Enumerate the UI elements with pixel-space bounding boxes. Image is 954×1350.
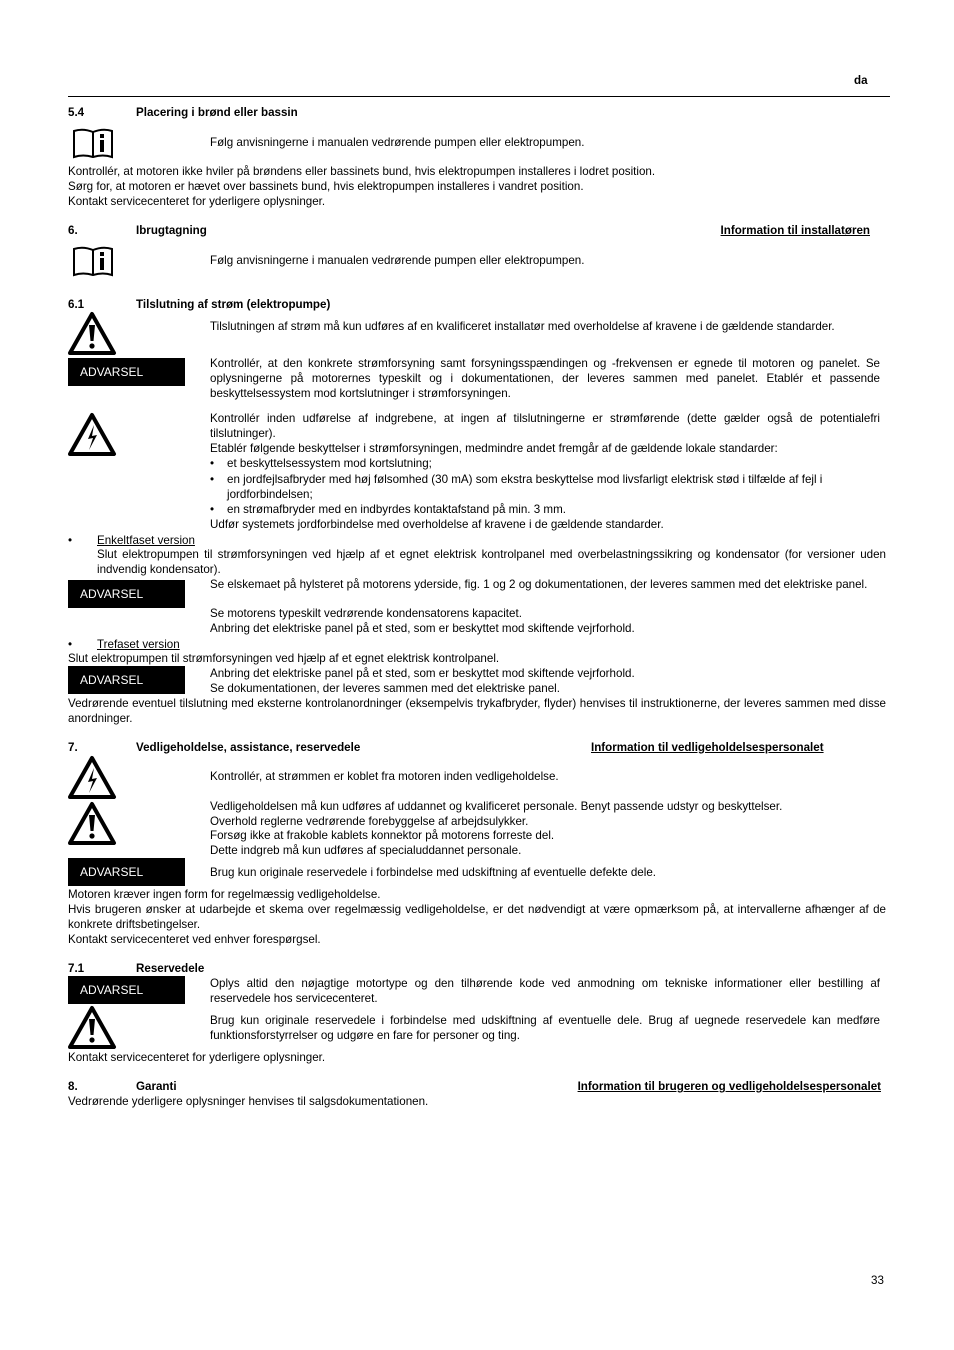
warning-label: ADVARSEL [68, 666, 185, 694]
general-warning-icon [67, 1005, 117, 1050]
bullet-dot: • [210, 503, 215, 516]
section-7-title: Vedligeholdelse, assistance, reservedele [136, 741, 361, 754]
bullet-dot: • [210, 457, 215, 470]
section-5-4-line-3: Kontakt servicecenteret for yderligere oplysninger. [68, 195, 326, 208]
electric-hazard-icon [67, 412, 117, 457]
section-6-1-title: Tilslutning af strøm (elektropumpe) [136, 298, 331, 311]
section-6-1-p4: Etablér følgende beskyttelser i strømforsyningen, medmindre andet fremgår af de gældende lokale standarder: [210, 442, 778, 455]
section-8-p1: Vedrørende yderligere oplysninger henvises til salgsdokumentationen. [68, 1095, 429, 1108]
section-7-p9: Kontakt servicecenteret ved enhver forespørgsel. [68, 933, 321, 946]
section-6-audience: Information til installatøren [720, 224, 870, 237]
section-8-number: 8. [68, 1080, 78, 1093]
section-8-audience: Information til brugeren og vedligeholdelsespersonalet [577, 1080, 881, 1093]
section-7-1-number: 7.1 [68, 962, 85, 975]
bullet-dot: • [68, 534, 73, 547]
section-6-1-number: 6.1 [68, 298, 85, 311]
manual-book-icon [72, 127, 114, 159]
section-8-title: Garanti [136, 1080, 177, 1093]
single-phase-warning-3: Anbring det elektriske panel på et sted, som er beskyttet mod skiftende vejrforhold. [210, 622, 635, 635]
bullet-dot: • [68, 638, 73, 651]
list-item-text: en strømafbryder med en indbyrdes kontaktafstand på min. 3 mm. [227, 503, 566, 516]
section-6-number: 6. [68, 224, 78, 237]
section-7-p1: Kontrollér, at strømmen er koblet fra motoren inden vedligeholdelse. [210, 770, 559, 783]
single-phase-warning-1: Se elskemaet på hylsteret på motorens yderside, fig. 1 og 2 og dokumentationen, der leveres sammen med det elektriske panel. [210, 578, 868, 591]
section-7-p5: Dette indgreb må kun udføres af specialuddannet personale. [210, 844, 522, 857]
section-6-title: Ibrugtagning [136, 224, 207, 237]
section-7-1-p2: Brug kun originale reservedele i forbindelse med udskiftning af eventuelle dele. Brug af uegnede reservedele kan medføre funktionsforstyrrelser og udgøre en fare for personer og ting. [210, 1014, 880, 1042]
list-item-text: et beskyttelsessystem mod kortslutning; [227, 457, 432, 470]
section-7-number: 7. [68, 741, 78, 754]
bullet-dot: • [210, 473, 215, 486]
three-phase-label: Trefaset version [97, 638, 180, 651]
page-number: 33 [871, 1274, 884, 1287]
section-5-4-title: Placering i brønd eller bassin [136, 106, 298, 119]
warning-label: ADVARSEL [68, 580, 185, 608]
section-7-p2: Vedligeholdelsen må kun udføres af uddannet og kvalificeret personale. Benyt passende udstyr og beskyttelser. [210, 800, 783, 813]
three-phase-warning-2: Se dokumentationen, der leveres sammen med det elektriske panel. [210, 682, 560, 695]
single-phase-warning-2: Se motorens typeskilt vedrørende kondensatorens kapacitet. [210, 607, 522, 620]
general-warning-icon [67, 801, 117, 846]
section-7-p6: Brug kun originale reservedele i forbindelse med udskiftning af eventuelle defekte dele. [210, 866, 656, 879]
section-7-p7: Motoren kræver ingen form for regelmæssig vedligeholdelse. [68, 888, 381, 901]
section-7-p3: Overhold reglerne vedrørende forebyggelse af arbejdsulykker. [210, 815, 529, 828]
section-5-4-line-1: Kontrollér, at motoren ikke hviler på brøndens eller bassinets bund, hvis elektropumpen installeres i lodret position. [68, 165, 656, 178]
manual-book-icon [72, 245, 114, 277]
section-6-1-p2: Kontrollér, at den konkrete strømforsyning samt forsyningsspændingen og -frekvensen er egnede til motoren og panelet. Se oplysningerne på motorernes typeskilt og i dokumentationen, der leveres sammen med panelet. Etablér et passende beskyttelsessystem mod kortslutninger i strømforsyningen. [210, 357, 880, 400]
language-code: da [854, 74, 868, 87]
three-phase-text: Slut elektropumpen til strømforsyningen ved hjælp af et egnet elektrisk kontrolpanel. [68, 652, 500, 665]
general-warning-icon [67, 311, 117, 356]
header-rule [68, 96, 890, 97]
section-6-1-p3: Kontrollér inden udførelse af indgrebene, at ingen af tilslutningerne er strømførende (dette gælder også de potentialefri tilslutninger). [210, 412, 880, 440]
electric-hazard-icon [67, 755, 117, 800]
single-phase-text: Slut elektropumpen til strømforsyningen ved hjælp af et egnet elektrisk kontrolpanel med overbelastningssikring og kondensator (for versioner uden indvendig kondensator). [97, 548, 886, 576]
three-phase-text-2: Vedrørende eventuel tilslutning med eksterne kontrolanordninger (eksempelvis trykafbryder, flyder) henvises til instruktionerne, der leveres sammen med disse anordninger. [68, 697, 886, 725]
section-6-manual-note: Følg anvisningerne i manualen vedrørende pumpen eller elektropumpen. [210, 254, 585, 267]
section-5-4-line-2: Sørg for, at motoren er hævet over bassinets bund, hvis elektropumpen installeres i vandret position. [68, 180, 584, 193]
section-6-1-p5: Udfør systemets jordforbindelse med overholdelse af kravene i de gældende standarder. [210, 518, 664, 531]
warning-label: ADVARSEL [68, 358, 185, 386]
section-7-p8: Hvis brugeren ønsker at udarbejde et skema over regelmæssig vedligeholdelse, er det nødvendigt at være opmærksom på, at intervallerne afhænger af de konkrete driftsbetingelser. [68, 903, 886, 931]
section-7-1-p1: Oplys altid den nøjagtige motortype og den tilhørende kode ved anmodning om tekniske informationer eller bestilling af reservedele hos servicecenteret. [210, 977, 880, 1005]
three-phase-warning-1: Anbring det elektriske panel på et sted, som er beskyttet mod skiftende vejrforhold. [210, 667, 635, 680]
section-7-p4: Forsøg ikke at frakoble kablets konnektor på motorens forreste del. [210, 829, 555, 842]
warning-label: ADVARSEL [68, 858, 185, 886]
section-5-4-number: 5.4 [68, 106, 85, 119]
section-7-audience: Information til vedligeholdelsespersonalet [591, 741, 824, 754]
section-6-1-p1: Tilslutningen af strøm må kun udføres af en kvalificeret installatør med overholdelse af kravene i de gældende standarder. [210, 320, 835, 333]
list-item-text: en jordfejlsafbryder med høj følsomhed (30 mA) som ekstra beskyttelse mod livsfarligt elektrisk stød i tilfælde af fejl i jordforbindelsen; [227, 473, 823, 501]
section-5-4-manual-note: Følg anvisningerne i manualen vedrørende pumpen eller elektropumpen. [210, 136, 585, 149]
section-7-1-p3: Kontakt servicecenteret for yderligere oplysninger. [68, 1051, 326, 1064]
warning-label: ADVARSEL [68, 976, 185, 1004]
single-phase-label: Enkeltfaset version [97, 534, 195, 547]
section-7-1-title: Reservedele [136, 962, 205, 975]
